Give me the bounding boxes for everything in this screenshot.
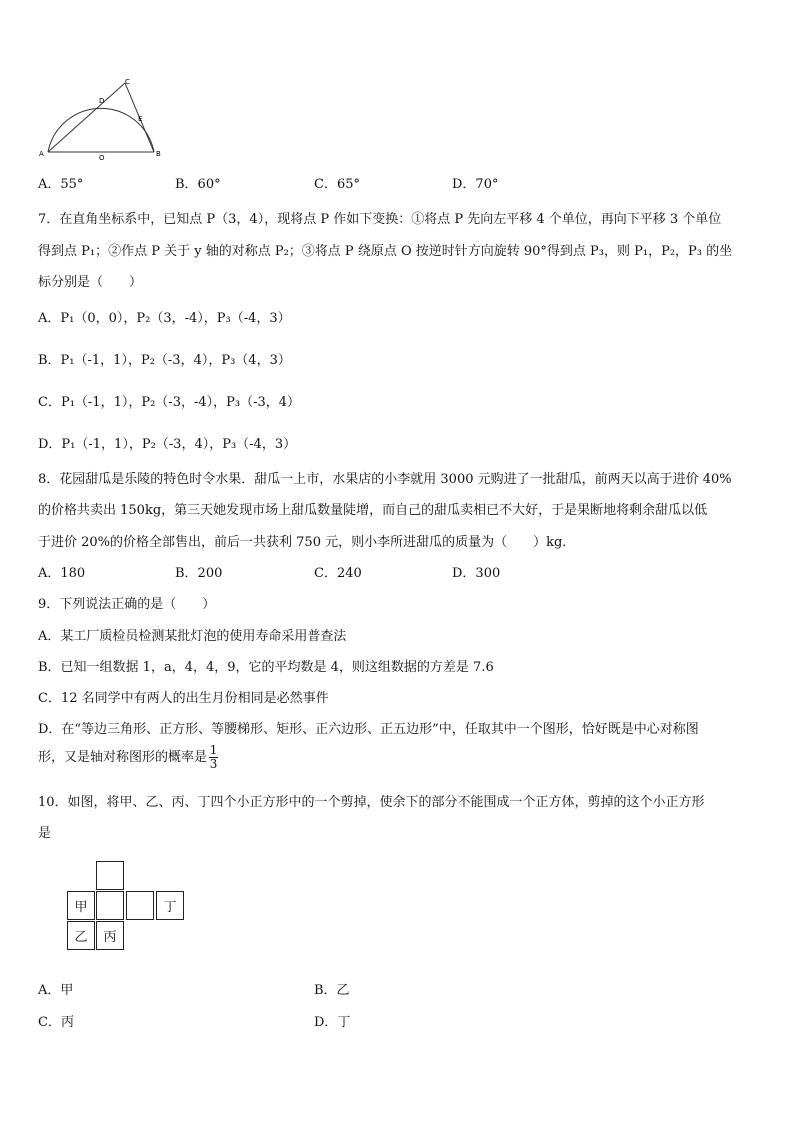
q10-stem-line1: 10．如图，将甲、乙、丙、丁四个小正方形中的一个剪掉，使余下的部分不能围成一个正方体，剪掉的这个小正方形 <box>38 795 705 810</box>
fraction-denominator: 3 <box>209 757 218 771</box>
q9-option-d-line1: D．在“等边三角形、正方形、等腰梯形、矩形、正六边形、正五边形”中，任取其中一个图形，恰好既是中心对称图 <box>38 722 699 737</box>
q7-option-d: D．P₁（-1，1），P₂（-3，4），P₃（-4，3） <box>38 437 297 452</box>
q10-option-c: C．丙 <box>38 1015 74 1030</box>
label-c: C <box>125 78 130 86</box>
net-cell-ding: 丁 <box>156 891 184 920</box>
net-cell-top <box>96 861 124 890</box>
label-a: A <box>39 150 44 158</box>
q8-option-b: B．200 <box>175 566 223 581</box>
net-cell-bing: 丙 <box>96 921 124 950</box>
q10-option-a: A．甲 <box>38 983 74 998</box>
q9-option-a: A．某工厂质检员检测某批灯泡的使用寿命采用普查法 <box>38 629 347 644</box>
q8-option-c: C．240 <box>314 566 362 581</box>
q6-option-a: A．55° <box>38 177 84 192</box>
q9-option-c: C．12 名同学中有两人的出生月份相同是必然事件 <box>38 691 329 706</box>
label-e: E <box>138 115 143 123</box>
q9-option-d-text: 形，又是轴对称图形的概率是 <box>38 750 208 765</box>
q9-stem: 9．下列说法正确的是（ ） <box>38 597 216 612</box>
q7-stem-line1: 7．在直角坐标系中，已知点 P（3，4），现将点 P 作如下变换：①将点 P 先向左平移 4 个单位，再向下平移 3 个单位 <box>38 212 722 227</box>
q8-option-a: A．180 <box>38 566 86 581</box>
label-b: B <box>156 150 161 158</box>
q7-option-a: A．P₁（0，0），P₂（3，-4），P₃（-4，3） <box>38 311 291 326</box>
label-d: D <box>99 97 105 105</box>
net-cell-yi: 乙 <box>67 921 95 950</box>
q9-option-d-line2 <box>38 744 218 771</box>
q7-option-b: B．P₁（-1，1），P₂（-3，4），P₃（4，3） <box>38 353 291 368</box>
fraction-numerator: 1 <box>209 743 218 757</box>
q8-option-d: D．300 <box>452 566 501 581</box>
label-o: O <box>99 154 105 162</box>
q10-option-b: B．乙 <box>314 983 350 998</box>
net-cell-middle <box>96 891 124 920</box>
net-cell-jia: 甲 <box>67 891 95 920</box>
q7-stem-line3: 标分别是（ ） <box>38 275 143 290</box>
q6-option-b: B．60° <box>175 177 221 192</box>
q9-option-b: B．已知一组数据 1，a，4，4，9，它的平均数是 4，则这组数据的方差是 7.6 <box>38 660 494 675</box>
q8-stem-line2: 的价格共卖出 150kg，第三天她发现市场上甜瓜数量陡增，而自己的甜瓜卖相已不大好，于是果断地将剩余甜瓜以低 <box>38 503 708 518</box>
semicircle-figure <box>36 76 166 166</box>
q6-option-c: C．65° <box>314 177 360 192</box>
q8-stem-line3: 于进价 20%的价格全部售出，前后一共获利 750 元，则小李所进甜瓜的质量为（ ）kg． <box>38 535 576 550</box>
fraction-one-third <box>209 744 218 771</box>
q6-option-d: D．70° <box>452 177 499 192</box>
q10-option-d: D．丁 <box>314 1015 351 1030</box>
q8-stem-line1: 8．花园甜瓜是乐陵的特色时令水果．甜瓜一上市，水果店的小李就用 3000 元购进了一批甜瓜，前两天以高于进价 40% <box>38 472 732 487</box>
q10-stem-line2: 是 <box>38 826 52 841</box>
q7-stem-line2: 得到点 P₁；②作点 P 关于 y 轴的对称点 P₂；③将点 P 绕原点 O 按逆时针方向旋转 90°得到点 P₃，则 P₁，P₂，P₃ 的坐 <box>38 244 733 259</box>
q7-option-c: C．P₁（-1，1），P₂（-3，-4），P₃（-3，4） <box>38 395 301 410</box>
net-cell-middle-right <box>126 891 154 920</box>
